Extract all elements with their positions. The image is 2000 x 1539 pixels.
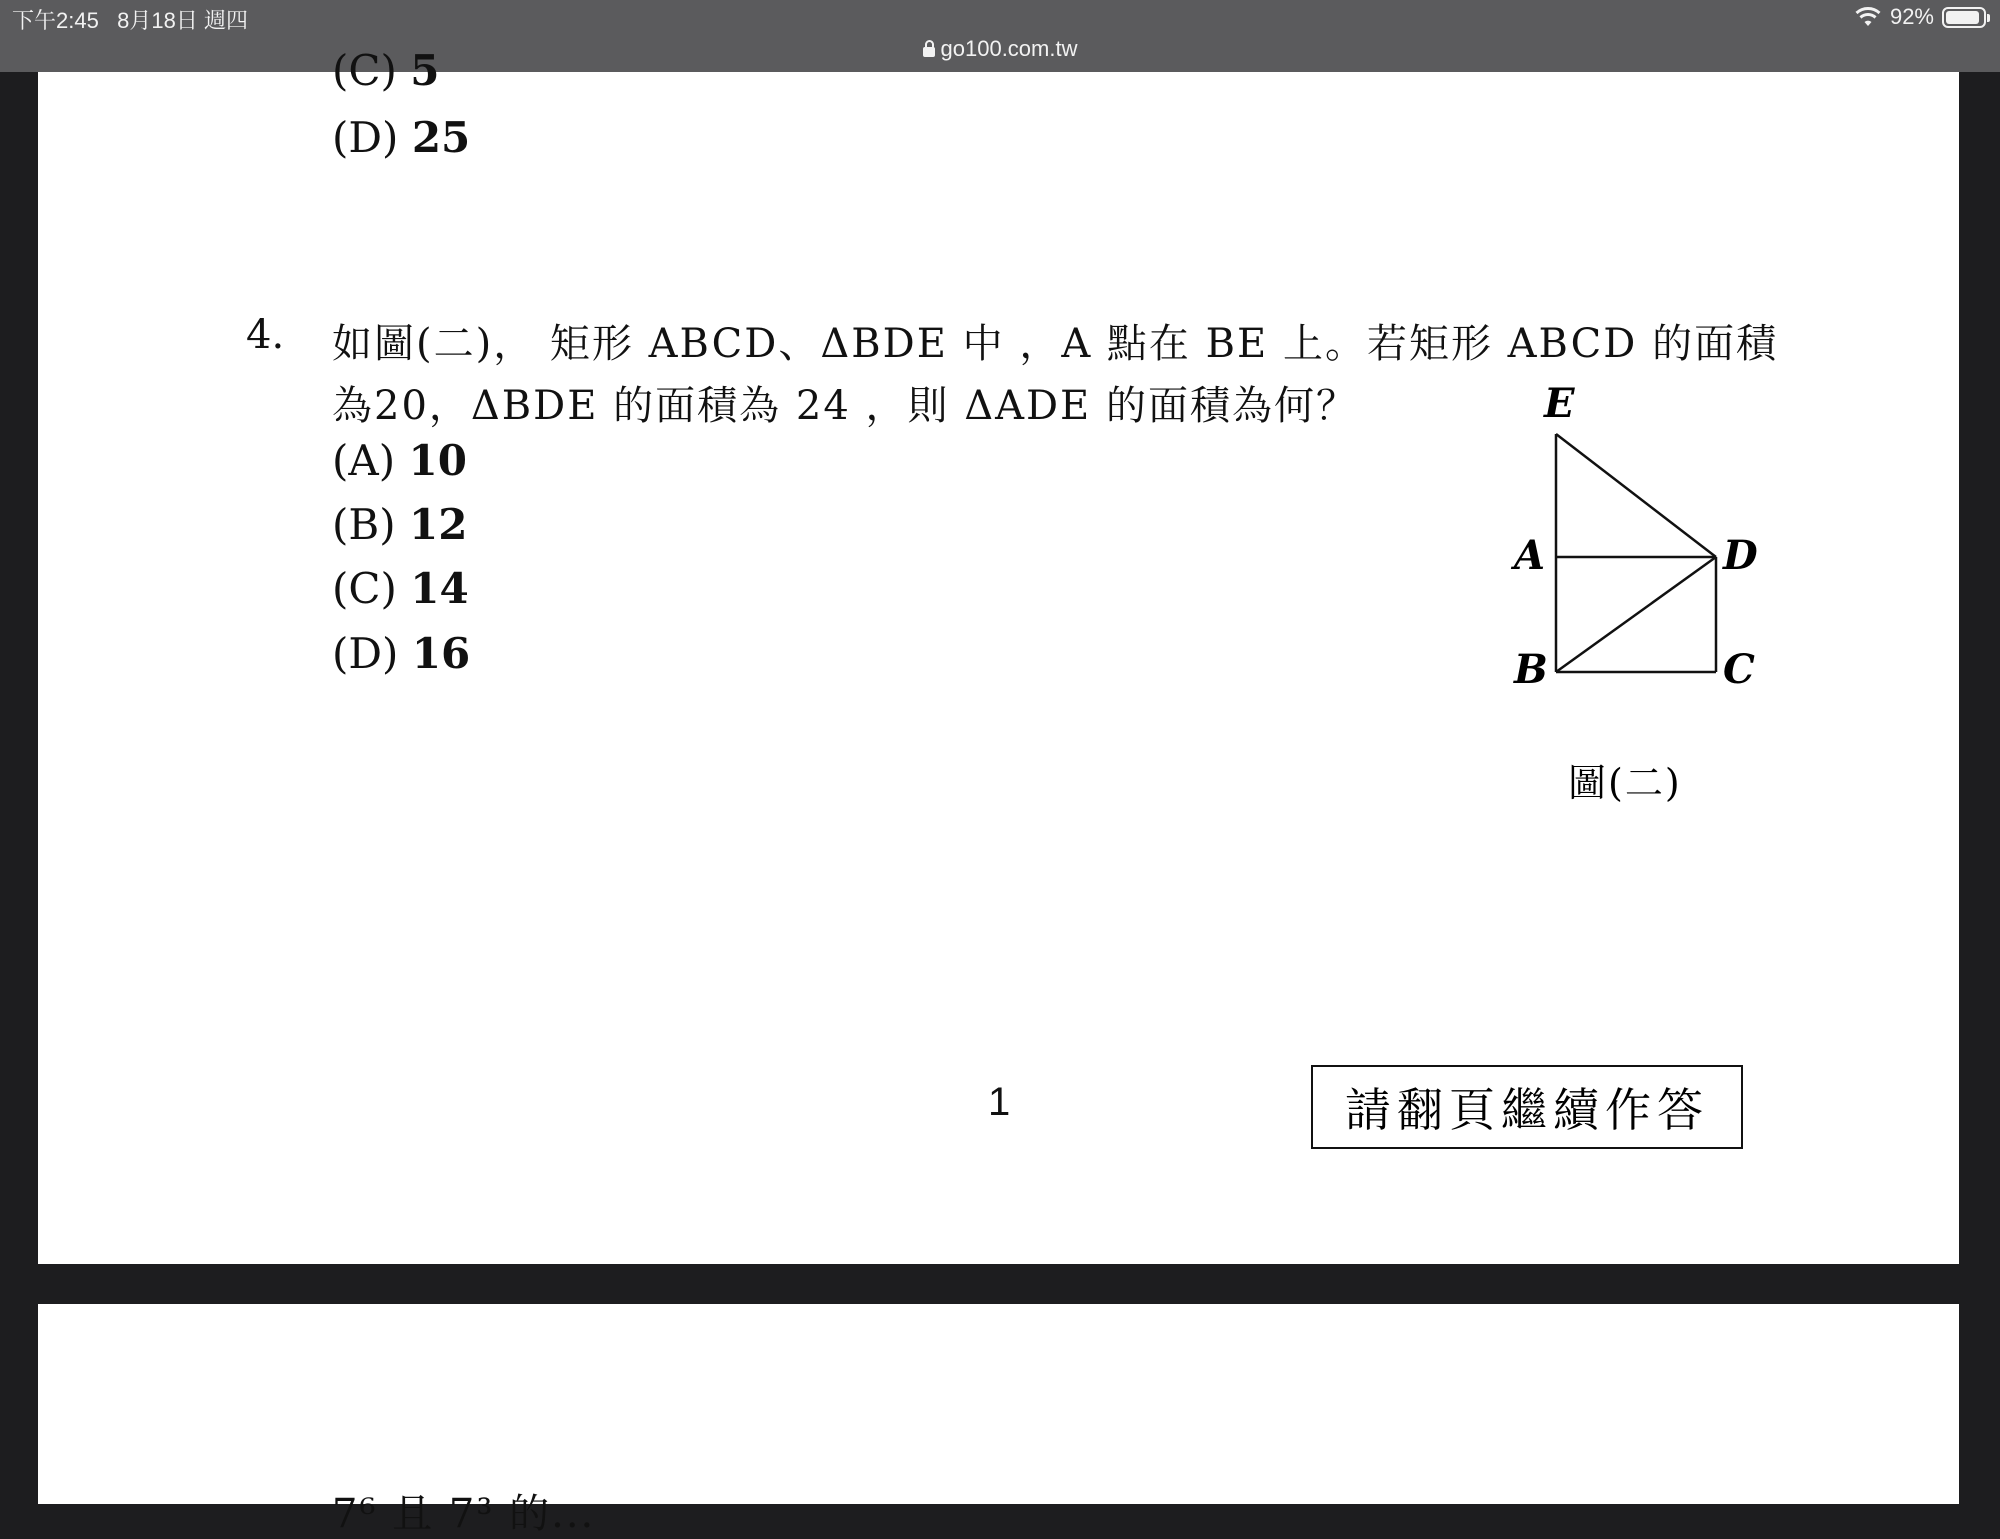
browser-top-bar: [0, 0, 2000, 72]
option-a: [332, 436, 467, 485]
label-c: C: [1723, 646, 1755, 693]
option-d: [332, 629, 471, 678]
segment-ed: [1556, 434, 1716, 557]
status-date: 8月18日 週四: [117, 8, 248, 33]
prev-option-c: [332, 46, 440, 95]
option-value: 14: [410, 564, 469, 613]
option-label: (D): [332, 113, 399, 162]
option-value: 10: [408, 436, 467, 485]
segment-bd: [1556, 557, 1716, 672]
turn-page-text: 請翻頁繼續作答: [1345, 1083, 1709, 1137]
option-label: (D): [332, 629, 399, 678]
battery-icon: [1942, 7, 1986, 28]
label-a: A: [1514, 532, 1546, 579]
battery-tip: [1987, 14, 1990, 22]
prev-option-d: [332, 113, 471, 162]
label-b: B: [1514, 646, 1548, 693]
lock-icon: [923, 47, 935, 57]
status-time-date: [12, 4, 248, 35]
document-page-next: [38, 1304, 1959, 1537]
label-d: D: [1723, 532, 1758, 579]
figure-caption: 圖(二): [1568, 761, 1682, 805]
option-label: (B): [332, 500, 396, 549]
option-value: 16: [411, 629, 471, 678]
url-text: go100.com.tw: [940, 36, 1078, 61]
page-number: 1: [988, 1080, 1011, 1124]
option-value: 25: [411, 113, 471, 162]
label-e: E: [1544, 380, 1575, 427]
option-label: (C): [332, 564, 397, 613]
battery-fill: [1946, 11, 1979, 24]
turn-page-notice: [1311, 1065, 1743, 1149]
question-number: 4.: [246, 312, 285, 358]
question-text-line1: 如圖(二)， 矩形 ABCD、ΔBDE 中 ，A 點在 BE 上。若矩形 ABCD 的面積: [332, 321, 1779, 367]
status-indicators: [1854, 4, 1986, 30]
option-c: [332, 564, 469, 613]
option-b: [332, 500, 468, 549]
next-question-fragment: 7⁶ 且 7³ 的...: [332, 1491, 596, 1537]
option-value: 5: [410, 46, 440, 95]
question-text-line2: 為20，ΔBDE 的面積為 24 ，則 ΔADE 的面積為何？: [332, 383, 1358, 429]
option-label: (C): [332, 46, 397, 95]
address-bar[interactable]: [0, 36, 2000, 62]
option-label: (A): [332, 436, 396, 485]
option-value: 12: [409, 500, 468, 549]
battery-percent: 92%: [1889, 4, 1934, 29]
status-time: 下午2:45: [12, 8, 99, 33]
wifi-icon: [1854, 6, 1882, 28]
